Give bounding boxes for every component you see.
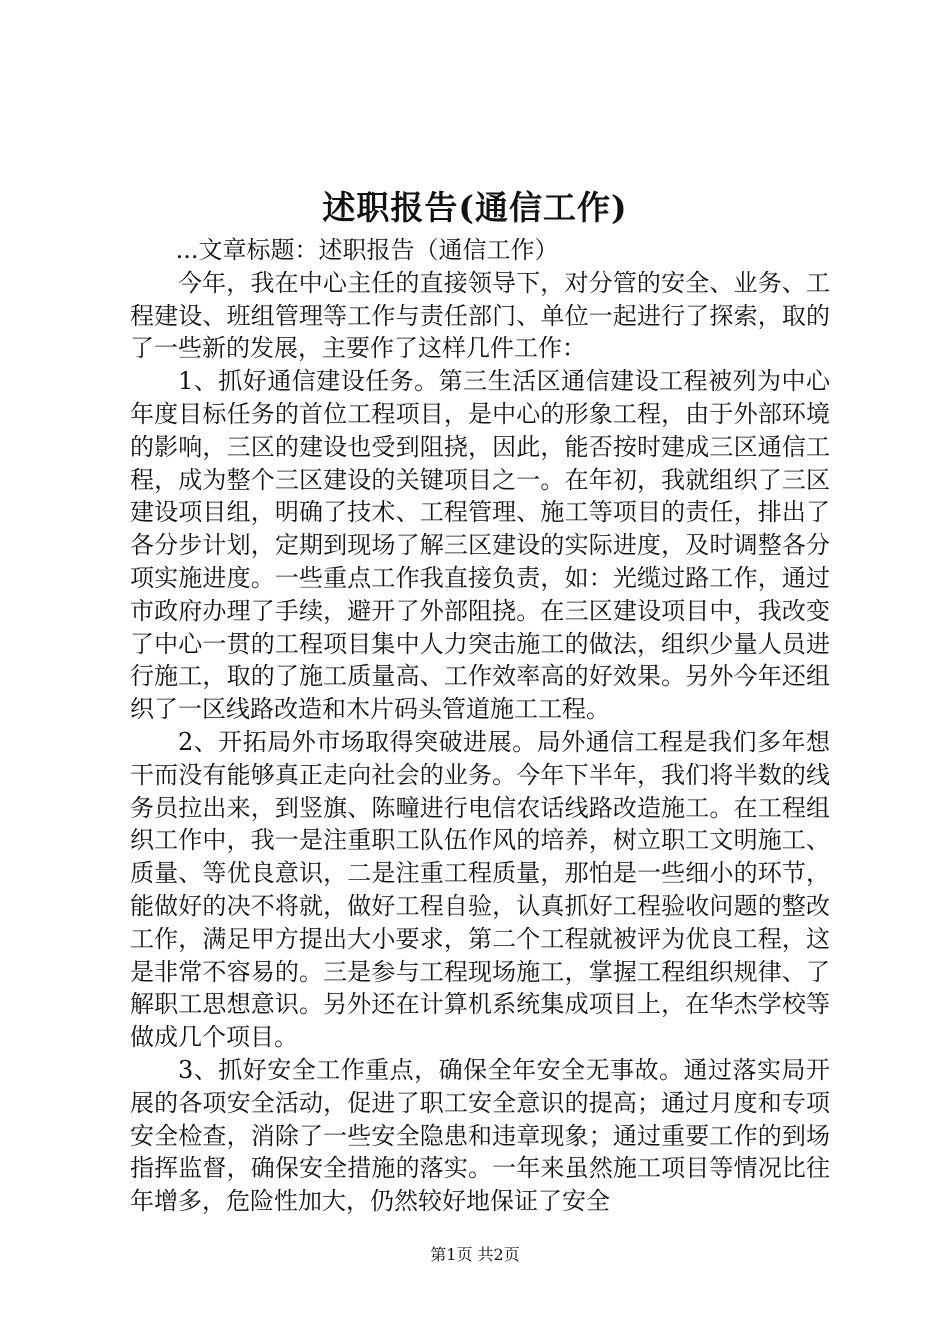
page-footer: 第1页 共2页: [430, 1245, 520, 1264]
article-subtitle: ...文章标题：述职报告（通信工作）: [175, 236, 559, 264]
document-title: 述职报告(通信工作): [322, 188, 628, 227]
paragraph-item-2: 2、开拓局外市场取得突破进展。局外通信工程是我们多年想干而没有能够真正走向社会的业务。今年下半年，我们将半数的线务员拉出来，到竖旗、陈疃进行电信农话线路改造施工。在工程组织工作中，我一是注重职工队伍作风的培养，树立职工文明施工、质量、等优良意识，二是注重工程质量，那怕是一些细小的环节，能做好的决不将就，做好工程自验，认真抓好工程验收问题的整改工作，满足甲方提出大小要求，第二个工程就被评为优良工程，这是非常不容易的。三是参与工程现场施工，掌握工程组织规律、了解职工思想意识。另外还在计算机系统集成项目上，在华杰学校等做成几个项目。: [130, 727, 830, 1052]
paragraph-item-1: 1、抓好通信建设任务。第三生活区通信建设工程被列为中心年度目标任务的首位工程项目，是中心的形象工程，由于外部环境的影响，三区的建设也受到阻挠，因此，能否按时建成三区通信工程，成为整个三区建设的关键项目之一。在年初，我就组织了三区建设项目组，明确了技术、工程管理、施工等项目的责任，排出了各分步计划，定期到现场了解三区建设的实际进度，及时调整各分项实施进度。一些重点工作我直接负责，如：光缆过路工作，通过市政府办理了手续，避开了外部阻挠。在三区建设项目中，我改变了中心一贯的工程项目集中人力突击施工的做法，组织少量人员进行施工，取的了施工质量高、工作效率高的好效果。另外今年还组织了一区线路改造和木片码头管道施工工程。: [130, 367, 830, 724]
document-body: [130, 234, 830, 1218]
paragraph-item-3: 3、抓好安全工作重点，确保全年安全无事故。通过落实局开展的各项安全活动，促进了职工安全意识的提高；通过月度和专项安全检查，消除了一些安全隐患和违章现象；通过重要工作的到场指挥监督，确保安全措施的落实。一年来虽然施工项目等情况比往年增多，危险性加大，仍然较好地保证了安全: [130, 1055, 830, 1216]
paragraph-intro: 今年，我在中心主任的直接领导下，对分管的安全、业务、工程建设、班组管理等工作与责任部门、单位一起进行了探索，取的了一些新的发展，主要作了这样几件工作：: [130, 268, 830, 363]
